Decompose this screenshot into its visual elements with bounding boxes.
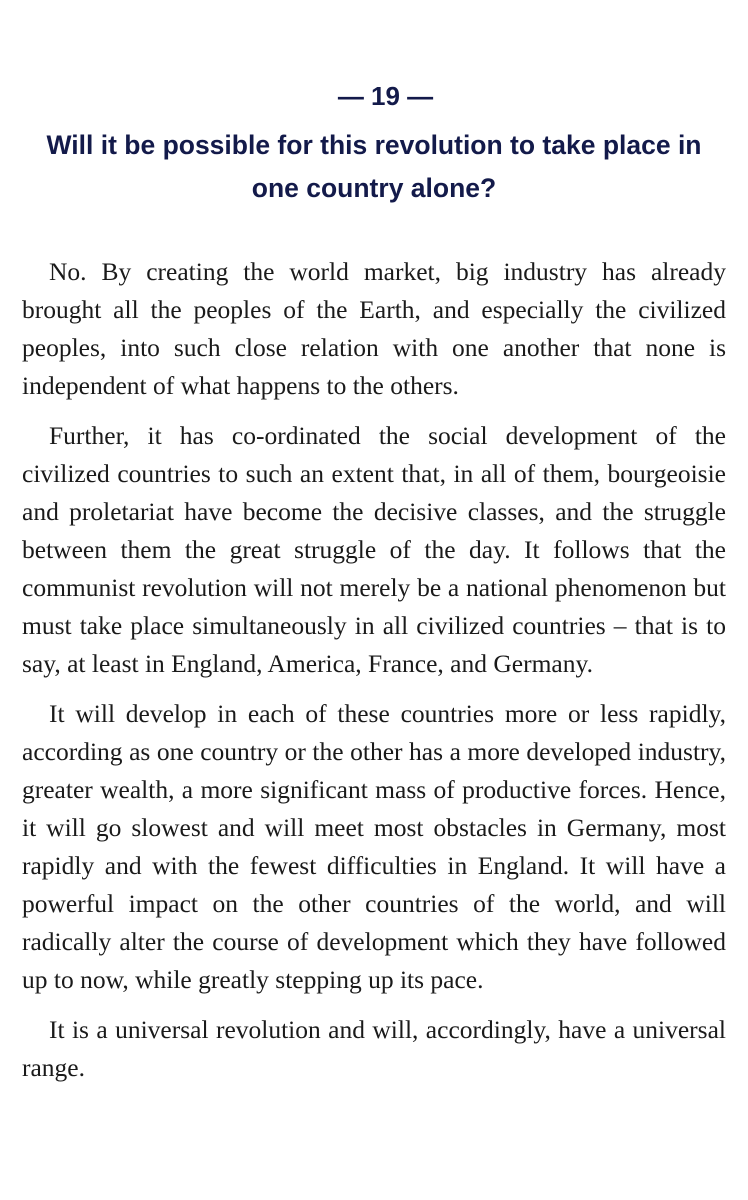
paragraph-3: It will develop in each of these countries more or less rapidly, according as one country or the other has a more developed industry, greater wealth, a more significant mass of productive forces. Hence, it will go slowest and will meet most obstacles in Germany, most rapidly and with the fewest difficulties in England. It will have a powerful impact on the other countries of the world, and will radically alter the course of development which they have followed up to now, while greatly stepping up its pace. (22, 699, 726, 994)
section-number: — 19 — (337, 81, 434, 111)
paragraph-4: It is a universal revolution and will, accordingly, have a universal range. (22, 1015, 726, 1082)
section-title: Will it be possible for this revolution to take place in one country alone? (46, 130, 702, 203)
paragraph-2: Further, it has co-ordinated the social development of the civilized countries to such an extent that, in all of them, bourgeoisie and proletariat have become the decisive classes, and the struggle between them the great struggle of the day. It follows that the communist revolution will not merely be a national phenomenon but must take place simultaneously in all civilized countries – that is to say, at least in England, America, France, and Germany. (22, 421, 726, 678)
paragraph-1: No. By creating the world market, big industry has already brought all the peoples of the Earth, and especially the civilized peoples, into such close relation with one another that none is independent of what happens to the others. (22, 257, 726, 400)
